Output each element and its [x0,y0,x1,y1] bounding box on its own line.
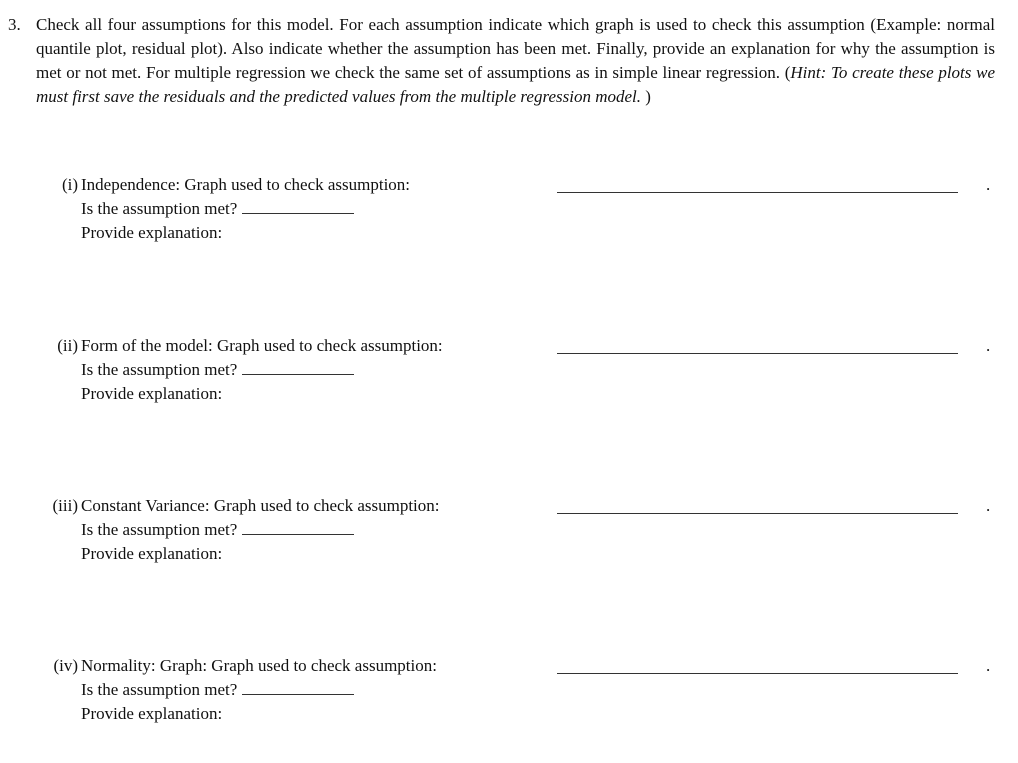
met-answer-blank[interactable] [242,680,354,695]
explanation-prompt: Provide explanation: [81,544,223,563]
graph-answer-blank[interactable] [557,339,958,354]
question-body: Check all four assumptions for this model. For each assumption indicate which graph is used to check this assumption (Example: normal quantile plot, residual plot). Also indicate whether the assumption has been met. Finally, provide an explanation for why the assumption is met or not met. For multiple regression we check the same set of assumptions as in simple linear regression. ( [36,15,995,82]
assumption-independence [0,173,1018,245]
assumption-constant-variance [0,494,1018,566]
period: . [986,656,991,675]
met-row [81,518,354,542]
graph-answer-blank[interactable] [557,659,958,674]
met-prompt: Is the assumption met? [81,360,238,379]
met-prompt: Is the assumption met? [81,199,238,218]
met-prompt: Is the assumption met? [81,680,238,699]
met-row [81,358,354,382]
graph-prompt: Normality: Graph: Graph used to check assumption: [81,656,437,675]
met-answer-blank[interactable] [242,520,354,535]
item-label: (iv) [53,656,78,675]
item-label: (ii) [57,336,78,355]
met-row [81,197,354,221]
graph-answer-blank[interactable] [557,178,958,193]
graph-prompt: Constant Variance: Graph used to check assumption: [81,496,440,515]
question-text [36,13,995,109]
period: . [986,336,991,355]
explanation-prompt: Provide explanation: [81,384,223,403]
hint-close: ) [641,87,651,106]
period: . [986,496,991,515]
question-number: 3. [8,15,21,34]
met-row [81,678,354,702]
graph-prompt: Independence: Graph used to check assumption: [81,175,411,194]
item-label: (iii) [52,496,78,515]
met-answer-blank[interactable] [242,199,354,214]
met-prompt: Is the assumption met? [81,520,238,539]
assumption-normality [0,654,1018,726]
question-hint: Hint: To create these plots we must first save the residuals and the predicted values from the multiple regression model. [36,63,996,106]
item-label: (i) [61,175,78,194]
explanation-prompt: Provide explanation: [81,223,223,242]
explanation-prompt: Provide explanation: [81,704,223,723]
graph-prompt: Form of the model: Graph used to check assumption: [81,336,443,355]
met-answer-blank[interactable] [242,360,354,375]
graph-answer-blank[interactable] [557,499,958,514]
period: . [986,175,991,194]
assumption-form-of-model [0,334,1018,406]
